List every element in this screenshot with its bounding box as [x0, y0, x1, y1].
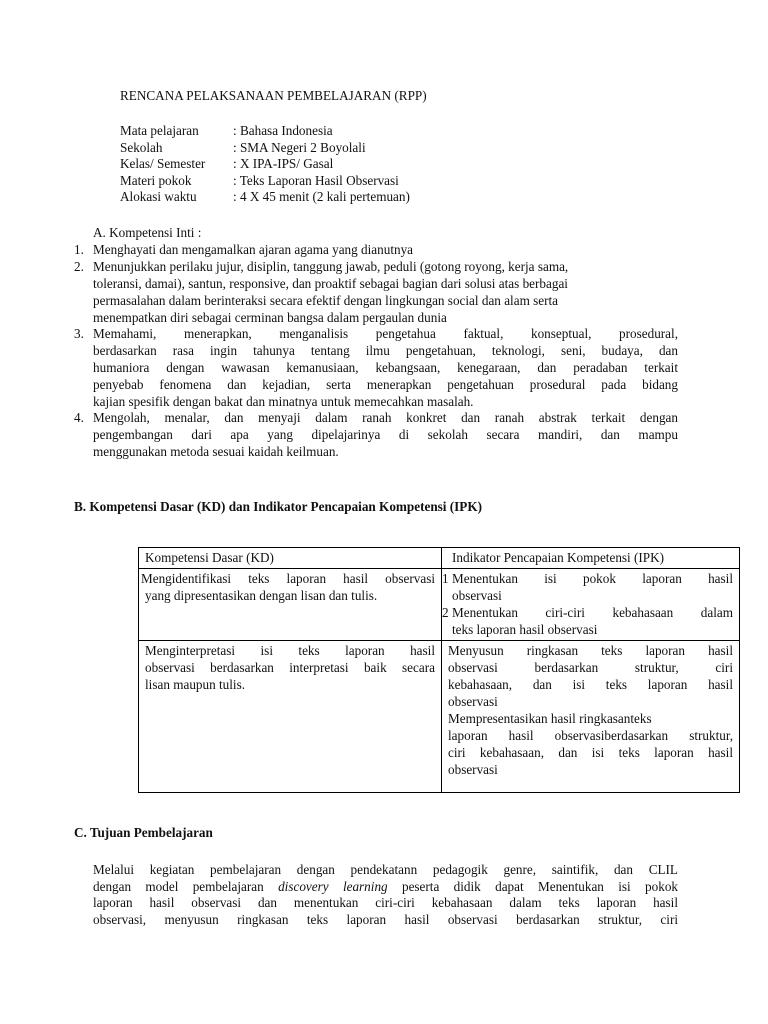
list-line: Menunjukkan perilaku jujur, disiplin, tanggung jawab, peduli (gotong royong, kerja sama,	[93, 259, 569, 274]
kd-line: observasi berdasarkan interpretasi baik secara	[145, 660, 435, 675]
ipk-cell	[442, 569, 740, 641]
list-line: Mengolah, menalar, dan menyaji dalam ranah konkret dan ranah abstrak terkait dengan	[93, 410, 678, 425]
list-line: Menghayati dan mengamalkan ajaran agama yang dianutnya	[93, 242, 414, 257]
table-header-row	[139, 548, 740, 569]
section-c-heading: C. Tujuan Pembelajaran	[74, 825, 213, 840]
list-item	[74, 259, 678, 327]
paragraph-line	[93, 879, 678, 895]
identity-value: : Teks Laporan Hasil Observasi	[233, 173, 399, 188]
paragraph-text: observasi, menyusun ringkasan teks laporan hasil observasi berdasarkan struktur, ciri	[93, 912, 678, 927]
ipk-line: laporan hasil observasiberdasarkan struktur,	[448, 728, 733, 743]
kd-line: Menginterpretasi isi teks laporan hasil	[145, 643, 435, 658]
ipk-line: observasi	[448, 762, 498, 777]
ipk-number: 1	[442, 571, 449, 586]
list-line: kajian spesifik dengan bakat dan minatnya untuk memecahkan masalah.	[93, 394, 474, 409]
identity-label: Alokasi waktu	[120, 189, 197, 204]
identity-label: Kelas/ Semester	[120, 156, 206, 171]
list-line: menempatkan diri sebagai cerminan bangsa dalam pergaulan dunia	[93, 310, 447, 325]
ipk-line: kebahasaan, dan isi teks laporan hasil	[448, 677, 733, 692]
paragraph-text: dengan model pembelajaran	[93, 879, 279, 894]
list-line: Memahami, menerapkan, menganalisis pengetahua faktual, konseptual, prosedural,	[93, 326, 678, 341]
list-item	[74, 242, 678, 259]
identity-label: Sekolah	[120, 140, 163, 155]
list-line: pengembangan dari apa yang dipelajarinya di sekolah secara mandiri, dan mampu	[93, 427, 678, 442]
ipk-line: Menyusun ringkasan teks laporan hasil	[448, 643, 733, 658]
ipk-line: teks laporan hasil observasi	[452, 622, 598, 637]
identity-row	[120, 173, 399, 189]
kd-ipk-table	[138, 547, 740, 793]
ipk-cell	[442, 641, 740, 793]
ipk-line	[442, 604, 733, 621]
section-b-heading: B. Kompetensi Dasar (KD) dan Indikator Pencapaian Kompetensi (IPK)	[74, 499, 482, 514]
table-header-kd: Kompetensi Dasar (KD)	[139, 548, 442, 569]
table-row	[139, 641, 740, 793]
list-number: 4.	[74, 410, 84, 425]
kd-cell	[139, 569, 442, 641]
kd-line: yang dipresentasikan dengan lisan dan tulis.	[145, 588, 378, 603]
ipk-line: observasi	[452, 588, 502, 603]
identity-row	[120, 123, 333, 139]
ipk-number: 2	[442, 605, 449, 620]
list-line: penyebab fenomena dan kejadian, serta menerapkan pengetahuan prosedural pada bidang	[93, 377, 678, 392]
ipk-line: observasi	[448, 694, 498, 709]
ipk-line: Mempresentasikan hasil ringkasanteks	[448, 711, 652, 726]
kd-line: lisan maupun tulis.	[145, 677, 246, 692]
kd-line: Mengidentifikasi teks laporan hasil observasi	[141, 571, 435, 586]
list-line: humaniora dengan wawasan kemanusiaan, kebangsaan, kenegaraan, dan peradaban terkait	[93, 360, 678, 375]
ipk-line	[442, 570, 733, 587]
list-item	[74, 326, 678, 410]
identity-value: : Bahasa Indonesia	[233, 123, 333, 138]
document-title: RENCANA PELAKSANAAN PEMBELAJARAN (RPP)	[120, 88, 427, 103]
list-number: 3.	[74, 326, 84, 341]
identity-row	[120, 189, 410, 205]
paragraph-text: peserta didik dapat Menentukan isi pokok	[387, 879, 679, 894]
ipk-text: Menentukan isi pokok laporan hasil	[452, 571, 733, 586]
paragraph-text: Melalui kegiatan pembelajaran dengan pendekatann pedagogik genre, saintifik, dan CLIL	[93, 862, 678, 877]
section-a-heading: A. Kompetensi Inti :	[93, 225, 202, 240]
kd-cell	[139, 641, 442, 793]
identity-label: Materi pokok	[120, 173, 192, 188]
ipk-text: Menentukan ciri-ciri kebahasaan dalam	[452, 605, 733, 620]
paragraph-emphasis: discovery learning	[278, 879, 388, 894]
paragraph-line	[93, 912, 678, 928]
identity-row	[120, 156, 333, 172]
table-header-ipk: Indikator Pencapaian Kompetensi (IPK)	[442, 548, 740, 569]
identity-value: : X IPA-IPS/ Gasal	[233, 156, 334, 171]
identity-value: : 4 X 45 menit (2 kali pertemuan)	[233, 189, 410, 204]
list-line: berdasarkan rasa ingin tahunya tentang ilmu pengetahuan, teknologi, seni, budaya, dan	[93, 343, 678, 358]
list-line: menggunakan metoda sesuai kaidah keilmuan.	[93, 444, 339, 459]
list-line: permasalahan dalam berinteraksi secara efektif dengan lingkungan social dan alam serta	[93, 293, 559, 308]
paragraph-line	[93, 895, 678, 911]
identity-row	[120, 140, 366, 156]
list-number: 2.	[74, 259, 84, 274]
paragraph-text: laporan hasil observasi dan menentukan ciri-ciri kebahasaan dalam teks laporan hasil	[93, 895, 678, 910]
list-line: toleransi, damai), santun, responsive, dan proaktif sebagai bagian dari solusi atas berbagai	[93, 276, 568, 291]
ipk-line: observasi berdasarkan struktur, ciri	[448, 660, 733, 675]
ipk-line: ciri kebahasaan, dan isi teks laporan hasil	[448, 745, 733, 760]
table-row	[139, 569, 740, 641]
list-item	[74, 410, 678, 461]
list-number: 1.	[74, 242, 84, 257]
identity-value: : SMA Negeri 2 Boyolali	[233, 140, 366, 155]
paragraph-line	[93, 862, 678, 878]
identity-label: Mata pelajaran	[120, 123, 199, 138]
